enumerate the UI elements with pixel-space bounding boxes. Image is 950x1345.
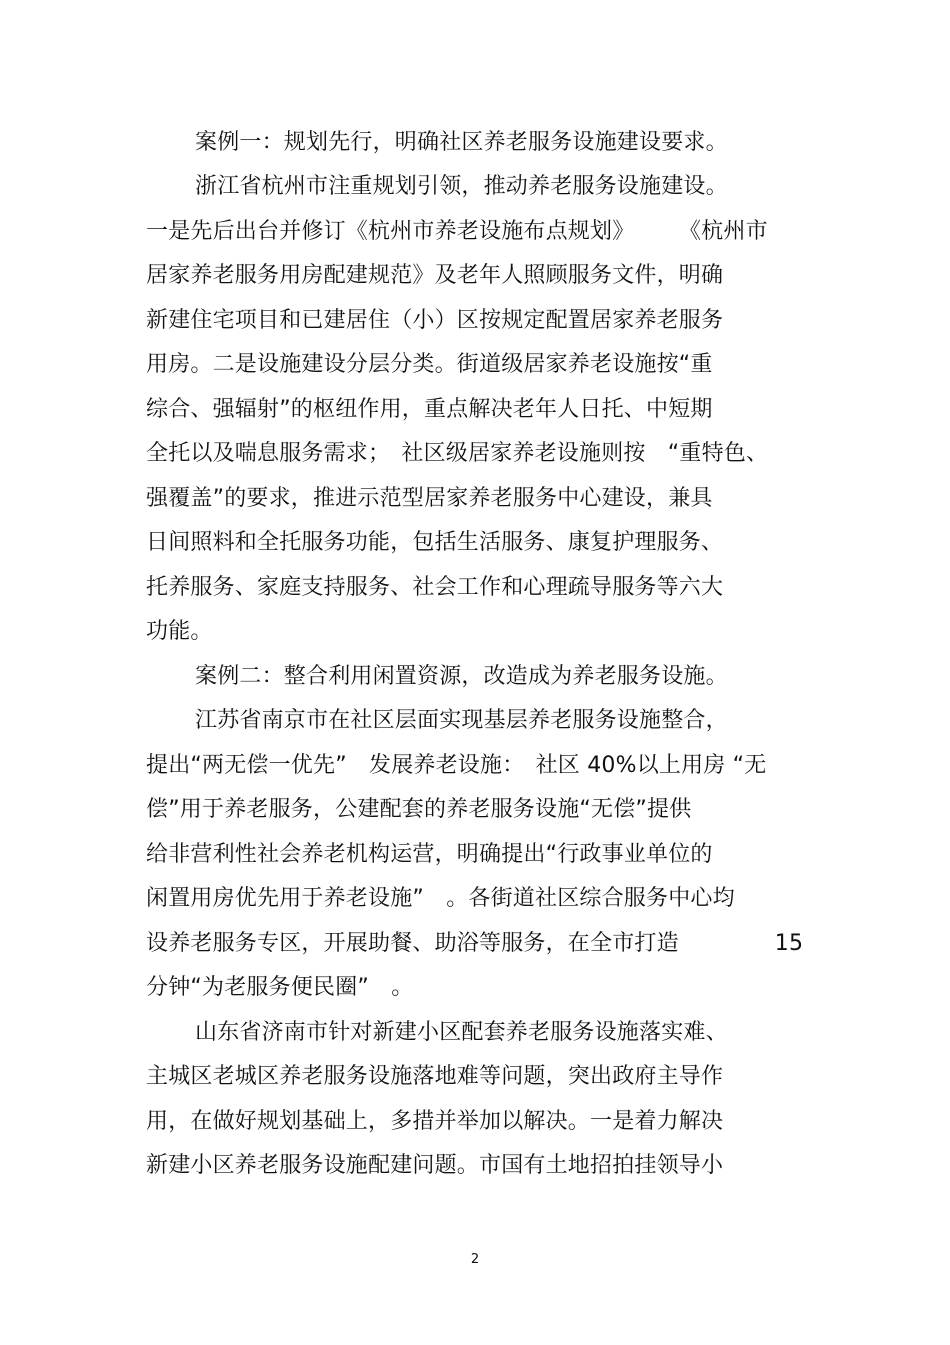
text-line: 案例二：整合利用闲置资源，改造成为养老服务设施。 — [195, 664, 728, 689]
text-line: 主城区老城区养老服务设施落地难等问题，突出政府主导作 — [146, 1064, 724, 1089]
text-line: 偿”用于养老服务，公建配套的养老服务设施“无偿”提供 — [146, 797, 692, 822]
text-line: 居家养老服务用房配建规范》及老年人照顾服务文件，明确 — [146, 263, 724, 288]
text-line: 浙江省杭州市注重规划引领，推动养老服务设施建设。 — [195, 174, 728, 199]
text-line: 新建小区养老服务设施配建问题。市国有土地招拍挂领导小 — [146, 1153, 724, 1178]
text-line: 日间照料和全托服务功能，包括生活服务、康复护理服务、 — [146, 530, 724, 555]
page-number: 2 — [470, 1252, 480, 1267]
text-line: 用房。二是设施建设分层分类。街道级居家养老设施按“重 — [146, 352, 713, 377]
text-line: 江苏省南京市在社区层面实现基层养老服务设施整合， — [195, 708, 728, 733]
text-line: 新建住宅项目和已建居住（小）区按规定配置居家养老服务 — [146, 308, 724, 333]
text-line: 一是先后出台并修订《杭州市养老设施布点规划》 《杭州市 — [146, 219, 768, 244]
text-line: 功能。 — [146, 619, 213, 644]
text-line: 给非营利性社会养老机构运营，明确提出“行政事业单位的 — [146, 842, 713, 867]
text-line: 全托以及喘息服务需求； 社区级居家养老设施则按 “重特色、 — [146, 441, 769, 466]
text-line: 托养服务、家庭支持服务、社会工作和心理疏导服务等六大 — [146, 575, 724, 600]
text-line: 综合、强辐射”的枢纽作用，重点解决老年人日托、中短期 — [146, 397, 713, 422]
text-line: 山东省济南市针对新建小区配套养老服务设施落实难、 — [195, 1020, 728, 1045]
text-line: 提出“两无偿一优先” 发展养老设施： 社区 40%以上用房 “无 — [146, 753, 767, 778]
text-line: 分钟“为老服务便民圈” 。 — [146, 975, 414, 1000]
text-line: 强覆盖”的要求，推进示范型居家养老服务中心建设，兼具 — [146, 486, 713, 511]
text-line: 用，在做好规划基础上，多措并举加以解决。一是着力解决 — [146, 1109, 724, 1134]
text-line: 案例一：规划先行，明确社区养老服务设施建设要求。 — [195, 130, 728, 155]
text-line: 闲置用房优先用于养老设施” 。各街道社区综合服务中心均 — [146, 886, 735, 911]
text-line: 设养老服务专区，开展助餐、助浴等服务，在全市打造 15 — [146, 931, 804, 956]
